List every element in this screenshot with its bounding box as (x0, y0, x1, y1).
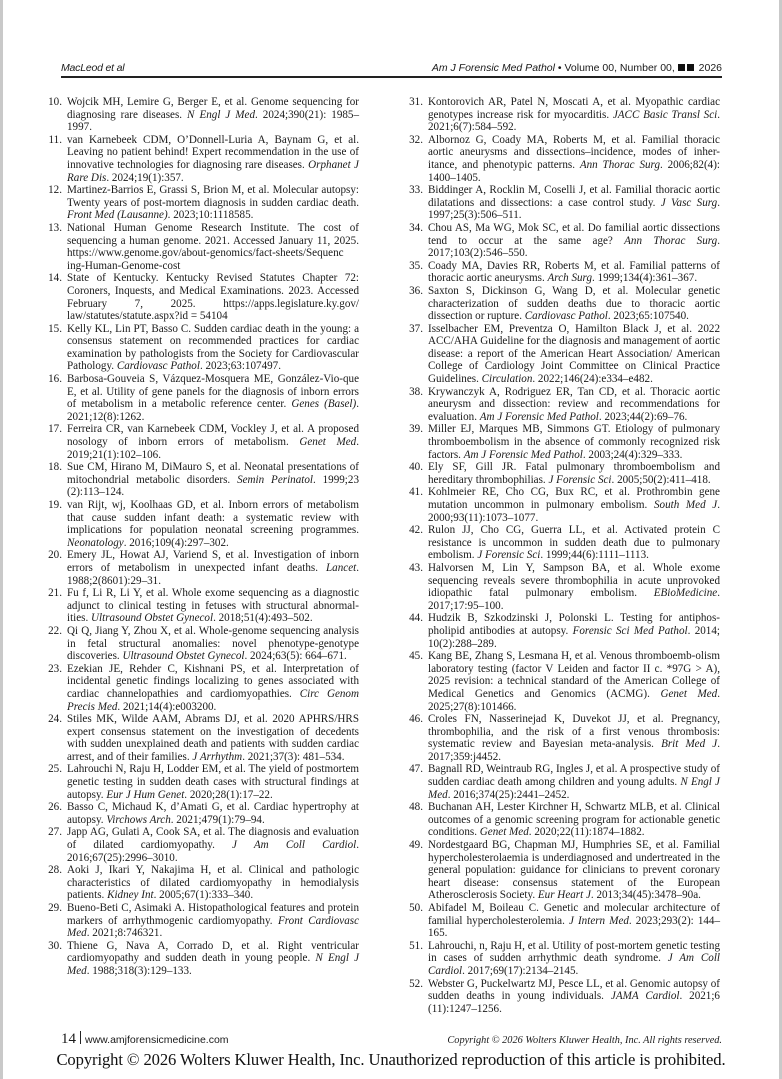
reference-number: 24. (48, 713, 62, 726)
reference-text (67, 499, 359, 549)
references-column-left (41, 96, 359, 978)
citation-text: . 2021;479(1):79–94. (170, 813, 265, 826)
journal-title: N Engl J Med (187, 108, 256, 121)
journal-title: N Engl J Med (67, 952, 359, 977)
reference-number: 44. (409, 612, 423, 625)
journal-title: JACC Basic Transl Sci (612, 108, 718, 121)
citation-text: . 2021;12(8):1262. (67, 398, 359, 423)
citation-text: . 2021;14(4):e003200. (117, 700, 217, 713)
reference-text (67, 663, 359, 713)
reference-number: 43. (409, 561, 423, 574)
reference-text (428, 650, 720, 713)
reference-item (41, 461, 359, 499)
citation-text: Rulon JJ, Cho CG, Guerra LL, et al. Activated protein C resistance is uncommon in sudden death due to pulmonary embolism. (428, 524, 720, 562)
citation-text: Miller EJ, Marques MB, Simmons GT. Etiology of pulmonary thromboembolism in the absence of commonly recognized risk factors. (428, 423, 720, 461)
reference-number: 45. (409, 650, 423, 663)
reference-item (402, 839, 720, 902)
journal-title: Ultrasound Obstet Gynecol (91, 612, 214, 625)
journal-title: J Intern Med (568, 914, 629, 927)
reference-item (402, 763, 720, 801)
reference-number: 52. (409, 977, 423, 990)
reference-text (428, 839, 720, 902)
citation-text: . 2013;34(45):3478–90a. (590, 889, 701, 902)
citation-text: van Rijt, wj, Koolhaas GD, et al. Inborn errors of metabolism that cause sudden infant death: a systematic review with implications for population neonatal screening programmes. (67, 499, 359, 537)
citation-text: . 2021;6 (11):1247–1256. (428, 990, 720, 1015)
journal-title: Front Med (Lausanne) (67, 209, 168, 222)
citation-text: . 2003;24(4):329–333. (582, 448, 683, 461)
reference-number: 11. (48, 133, 62, 146)
citation-text: Kohlmeier RE, Cho CG, Bux RC, et al. Prothrombin gene mutation uncommon in pulmonary embolism. (428, 486, 720, 511)
reference-text (428, 486, 720, 524)
citation-text: Qi Q, Jiang Y, Zhou X, et al. Whole-genome sequencing analysis in fetal structural anomalies: novel phenotype-genotype discoveries. (67, 624, 359, 663)
citation-text: . 2016;67(25):2996–3010. (67, 839, 359, 864)
reference-item (41, 587, 359, 625)
journal-title: Semin Perinatol (237, 473, 313, 486)
journal-title: Ann Thorac Surg (624, 234, 718, 247)
reference-number: 13. (48, 221, 62, 234)
citation-text: . 2021;37(3): 481–534. (242, 750, 345, 763)
reference-item (41, 801, 359, 826)
citation-text: Hudzik B, Szkodzinski J, Polonski L. Testing for antiphos-pholipid antibodies at autopsy. (428, 612, 720, 637)
citation-text: van Karnebeek CDM, O’Donnell-Luria A, Baynam G, et al. Leaving no patient behind! Expert recommendation in the use of innovative technologies for diagnosing rare diseases. (67, 133, 359, 171)
reference-item (41, 373, 359, 423)
journal-title: J Am Coll Cardiol (428, 952, 720, 977)
reference-item (402, 524, 720, 562)
citation-text: . 2023;63:107497. (199, 360, 281, 373)
reference-text (67, 134, 359, 184)
reference-text (428, 222, 720, 260)
reference-item (402, 650, 720, 713)
reference-text (67, 272, 359, 322)
reference-number: 18. (48, 461, 62, 474)
citation-text: Ely SF, Gill JR. Fatal pulmonary thromboembolism and hereditary thrombophilias. (428, 461, 720, 486)
reference-number: 32. (409, 133, 423, 146)
reference-item (402, 940, 720, 978)
reference-item (402, 978, 720, 1016)
citation-text: . 2025;27(8):101466. (428, 687, 720, 713)
reference-number: 42. (409, 524, 423, 537)
reference-item (402, 713, 720, 763)
citation-text: Lahrouchi, n, Raju H, et al. Utility of post-mortem genetic testing in cases of sudden arrhythmic death syndrome. (428, 939, 720, 965)
citation-text: Albornoz G, Coady MA, Roberts M, et al. Familial thoracic aortic aneurysms and dissections–incidence, modes of inher-itance, and phenotypic patterns. (428, 133, 720, 171)
journal-title: Am J Forensic Med Pathol (479, 410, 599, 423)
citation-text: Fu f, Li R, Li Y, et al. Whole exome sequencing as a diagnostic adjunct to clinical testing in fetuses with structural abnormal-ities. (67, 587, 359, 625)
reference-text (428, 612, 720, 650)
reference-text (428, 801, 720, 839)
citation-text: . 2024;390(21): 1985–1997. (67, 108, 360, 134)
journal-title: Genet Med (660, 687, 718, 700)
citation-text: Abifadel M, Boileau C. Genetic and molecular architecture of familial hypercholesterolemia. (428, 902, 720, 927)
reference-text (428, 763, 720, 801)
citation-text: . 1999;134(4):361–367. (592, 272, 698, 285)
reference-text (428, 285, 720, 323)
reference-item (41, 625, 359, 663)
citation-text: . 2017;69(17):2134–2145. (462, 964, 579, 977)
journal-title: Am J Forensic Med Pathol (463, 448, 583, 461)
citation-text: Kontorovich AR, Patel N, Moscati A, et al. Myopathic cardiac genotypes increase risk for myocarditis. (428, 96, 720, 121)
citation-text: . 2024;19(1):357. (106, 171, 184, 184)
running-head (61, 57, 722, 78)
citation-text: National Human Genome Research Institute. The cost of sequencing a human genome. 2021. Accessed January 11, 2025. https://www.genome.gov/about-genomics/fact-sheets/Sequenc ing-Human-Genome-cost (67, 221, 359, 272)
reference-text (67, 323, 359, 373)
journal-title: Genet Med (299, 436, 357, 449)
journal-title: N Engl J Med (428, 776, 720, 801)
journal-title: Arch Surg (547, 272, 593, 285)
journal-name: Am J Forensic Med Pathol (431, 62, 555, 74)
citation-text: Thiene G, Nava A, Corrado D, et al. Right ventricular cardiomyopathy and sudden death in young people. (67, 939, 359, 965)
reference-item (41, 499, 359, 549)
citation-text: Biddinger A, Rocklin M, Coselli J, et al. Familial thoracic aortic dilatations and dissections: a case control study. (428, 184, 720, 209)
journal-title: Lancet (326, 561, 357, 574)
citation-text: Chou AS, Ma WG, Mok SC, et al. Do familial aortic dissections tend to occur at the same age? (428, 221, 720, 247)
reference-number: 25. (48, 763, 62, 776)
citation-text: . 2023;65:107540. (607, 310, 689, 323)
journal-title: JAMA Cardiol (610, 990, 680, 1003)
reference-text (67, 625, 359, 663)
citation-text: Kang BE, Zhang S, Lesmana H, et al. Venous thromboemb-olism laboratory testing (factor V Leiden and factor II c. *97G > A), 2025 revision: a technical standard of the American College of Medical Genetics and Genomics (ACMG). (428, 650, 720, 700)
reference-text (67, 902, 359, 940)
reference-number: 16. (48, 373, 62, 386)
reference-item (41, 902, 359, 940)
reference-number: 33. (409, 184, 423, 197)
reference-item (402, 323, 720, 386)
reference-number: 47. (409, 763, 423, 776)
reference-text (428, 562, 720, 612)
journal-title: Kidney Int (107, 889, 154, 902)
reference-number: 35. (409, 259, 423, 272)
reference-number: 50. (409, 902, 423, 914)
citation-text: . 2005;67(1):333–340. (153, 889, 254, 902)
journal-title: Front Cardiovasc Med (67, 914, 359, 940)
reference-number: 12. (48, 184, 62, 197)
reference-text (67, 864, 359, 902)
citation-text: . 1997;25(3):506–511. (428, 196, 720, 222)
citation-text: Halvorsen M, Lin Y, Sampson BA, et al. Whole exome sequencing reveals severe thrombophilia in acute unprovoked idiopathic fatal pulmonary embolism. (428, 561, 720, 600)
journal-volume: • Volume 00, Number 00, (554, 62, 678, 74)
reference-text (428, 260, 720, 285)
reference-number: 37. (409, 322, 423, 335)
citation-text: . 2023;293(2): 144–165. (428, 914, 721, 940)
journal-title: Virchows Arch (106, 813, 171, 826)
reference-item (41, 713, 359, 763)
reference-number: 14. (48, 272, 62, 285)
citation-text: . 2023;10:1118585. (167, 209, 254, 222)
citation-text: Kelly KL, Lin PT, Basso C. Sudden cardiac death in the young: a consensus statement on recommended practices for cardiac examination by pathologists from the Society for Cardiovascular Pathology. (67, 322, 359, 373)
reference-item (402, 486, 720, 524)
reference-number: 22. (48, 624, 62, 637)
journal-title: South Med J (653, 499, 718, 511)
reference-number: 31. (409, 96, 423, 108)
reference-number: 28. (48, 864, 62, 877)
journal-website-link[interactable]: www.amjforensicmedicine.com (85, 1034, 229, 1046)
reference-item (402, 902, 720, 940)
reference-item (41, 663, 359, 713)
reference-number: 51. (409, 939, 423, 952)
citation-text: Martinez-Barrios E, Grassi S, Brion M, et al. Molecular autopsy: Twenty years of post-mortem diagnosis in sudden cardiac death. (67, 184, 359, 209)
reference-item (41, 323, 359, 373)
reference-text (67, 587, 359, 625)
reference-text (67, 801, 359, 826)
reference-item (402, 184, 720, 222)
citation-text: Aoki J, Ikari Y, Nakajima H, et al. Clinical and pathologic characteristics of dilated cardiomyopathy in hemodialysis patients. (67, 864, 359, 902)
reference-number: 23. (48, 662, 62, 675)
page-number: 14 (61, 1031, 76, 1047)
journal-title: Ultrasound Obstet Gynecol (122, 650, 245, 663)
reference-text (67, 184, 359, 222)
journal-title: J Vasc Surg (660, 196, 718, 209)
reference-item (402, 285, 720, 323)
citation-text: . 2016;109(4):297–302. (123, 536, 229, 549)
citation-text: Stiles MK, Wilde AAM, Abrams DJ, et al. 2020 APHRS/HRS expert consensus statement on the investigation of decedents with sudden unexplained death and patients with sudden cardiac arrest, and of their families. (67, 713, 359, 763)
journal-title: Eur J Hum Genet (106, 788, 185, 801)
citation-text: State of Kentucky. Kentucky Revised Statutes Chapter 72: Coroners, Inquests, and Medical Examinations. 2023. Accessed February 7, 2025. https://apps.legislature.ky.gov/ law/statutes/statute.aspx?id = 54104 (67, 272, 359, 323)
citation-text: Wojcik MH, Lemire G, Berger E, et al. Genome sequencing for diagnosing rare diseases. (67, 96, 359, 121)
citation-text: Croles FN, Nasserinejad K, Duvekot JJ, et al. Pregnancy, thrombophilia, and the risk of a first venous thrombosis: systematic review and Bayesian meta-analysis. (428, 713, 720, 751)
journal-title: Forensic Sci Med Pathol (572, 624, 688, 637)
reference-item (41, 96, 359, 134)
reference-number: 49. (409, 839, 423, 852)
journal-year: 2026 (695, 62, 722, 74)
reference-item (41, 549, 359, 587)
journal-title: EBioMedicine (653, 587, 718, 600)
journal-title: J Am Coll Cardiol (232, 839, 357, 852)
reference-item (402, 96, 720, 134)
reference-number: 39. (409, 423, 423, 436)
reference-item (402, 386, 720, 424)
issue-placeholder-square-icon (687, 64, 694, 71)
reference-text (428, 323, 720, 386)
reference-text (67, 461, 359, 499)
reference-item (402, 461, 720, 486)
citation-text: Nordestgaard BG, Chapman MJ, Humphries SE, et al. Familial hypercholesterolaemia is underdiagnosed and undertreated in the general population: guidance for clinicians to prevent coronary heart disease: consensus statement of the European Atherosclerosis Society. (428, 839, 720, 902)
reference-item (41, 864, 359, 902)
citation-text: . 2023;44(2):69–76. (598, 410, 688, 423)
journal-title: J Arrhythm (192, 750, 243, 763)
citation-text: Bagnall RD, Weintraub RG, Ingles J, et al. A prospective study of sudden cardiac death among children and young adults. (428, 763, 720, 789)
citation-text: Isselbacher EM, Preventza O, Hamilton Black J, et al. 2022 ACC/AHA Guideline for the diagnosis and management of aortic disease: a report of the American Heart Association/ American College of Cardiology Joint Committee on Clinical Practice Guidelines. (428, 322, 720, 386)
citation-text: . 2017;17:95–100. (428, 587, 720, 612)
citation-text: . 1999;23 (2):113–124. (67, 473, 359, 499)
reference-number: 30. (48, 939, 62, 952)
journal-title: Eur Heart J (537, 889, 591, 902)
citation-text: Lahrouchi N, Raju H, Lodder EM, et al. The yield of postmortem genetic testing in sudden death cases with structural findings at autopsy. (67, 763, 359, 801)
running-head-journal (432, 62, 722, 74)
reference-item (41, 184, 359, 222)
reference-item (41, 763, 359, 801)
citation-text: . 2017;359:j4452. (428, 738, 720, 763)
reference-text (428, 96, 720, 134)
reference-text (67, 826, 359, 864)
reference-text (428, 461, 720, 486)
journal-title: Genet Med (479, 826, 529, 839)
reference-number: 27. (48, 826, 62, 839)
reference-item (402, 222, 720, 260)
journal-title: Orphanet J Rare Dis (67, 158, 359, 184)
page-footer (61, 1031, 722, 1047)
citation-text: . 1999;44(6):1111–1113. (540, 549, 649, 562)
reference-item (402, 562, 720, 612)
reference-item (41, 272, 359, 322)
citation-text: Krywanczyk A, Rodriguez ER, Tan CD, et al. Thoracic aortic aneurysm and dissection: review and recommendations for evaluation. (428, 385, 720, 423)
citation-text: Basso C, Michaud K, d’Amati G, et al. Cardiac hypertrophy at autopsy. (67, 801, 359, 826)
reference-text (67, 222, 359, 272)
copyright-notice: Copyright © 2026 Wolters Kluwer Health, Inc. Unauthorized reproduction of this article is prohibited. (56, 1050, 726, 1069)
reference-number: 10. (48, 96, 62, 108)
footer-rights-notice: Copyright © 2026 Wolters Kluwer Health, Inc. All rights reserved. (447, 1035, 722, 1046)
citation-text: . 2006;82(4): 1400–1405. (428, 158, 720, 184)
citation-text: . 2021;8:746321. (86, 927, 163, 940)
reference-number: 20. (48, 549, 62, 562)
reference-item (402, 260, 720, 285)
reference-text (428, 386, 720, 424)
reference-item (41, 134, 359, 184)
citation-text: Webster G, Puckelwartz MJ, Pesce LL, et al. Genomic autopsy of sudden deaths in young individuals. (428, 977, 720, 1003)
journal-title: Brit Med J (661, 738, 718, 751)
running-head-author: MacLeod et al (61, 62, 125, 74)
page-edge-left (0, 0, 3, 1079)
journal-title: Genes (Basel) (291, 398, 357, 411)
reference-item (402, 801, 720, 839)
reference-number: 36. (409, 284, 423, 297)
journal-title: J Forensic Sci (548, 473, 612, 486)
reference-text (428, 713, 720, 763)
citation-text: Japp AG, Gulati A, Cook SA, et al. The diagnosis and evaluation of dilated cardiomyopathy. (67, 826, 359, 852)
journal-title: Neonatology (67, 536, 124, 549)
reference-item (41, 222, 359, 272)
citation-text: . 2020;28(1):17–22. (184, 788, 273, 801)
citation-text: Coady MA, Davies RR, Roberts M, et al. Familial patterns of thoracic aortic aneurysms. (428, 259, 720, 285)
reference-text (67, 713, 359, 763)
reference-number: 26. (48, 801, 62, 814)
reference-number: 21. (48, 587, 62, 600)
reference-text (428, 902, 720, 940)
reference-text (67, 940, 359, 978)
citation-text: . 2018;51(4):493–502. (213, 612, 313, 625)
reference-text (67, 96, 359, 134)
references-column-right (402, 96, 720, 1015)
footer-left (61, 1031, 229, 1048)
journal-title: Circ Genom Precis Med (67, 687, 359, 713)
reference-number: 38. (409, 385, 423, 398)
citation-text: . 2020;22(11):1874–1882. (528, 826, 645, 839)
reference-item (41, 423, 359, 461)
reference-text (428, 524, 720, 562)
citation-text: . 1988;2(8601):29–31. (67, 561, 359, 587)
citation-text: . 2022;146(24):e334–e482. (532, 373, 653, 386)
reference-text (67, 373, 359, 423)
reference-item (402, 423, 720, 461)
reference-text (428, 134, 720, 184)
citation-text: . 1988;318(3):129–133. (86, 964, 192, 977)
citation-text: . 2021;6(7):584–592. (428, 108, 720, 134)
citation-text: Barbosa-Gouveia S, Vázquez-Mosquera ME, González-Vio-que E, et al. Utility of gene panels for the diagnosis of inborn errors of metabolism in a metabolic reference center. (67, 373, 359, 411)
reference-text (428, 184, 720, 222)
journal-title: J Forensic Sci (477, 549, 541, 562)
citation-text: . 2005;50(2):411–418. (611, 473, 711, 486)
citation-text: . 2000;93(11):1073–1077. (428, 499, 721, 524)
citation-text: Sue CM, Hirano M, DiMauro S, et al. Neonatal presentations of mitochondrial metabolic disorders. (67, 461, 359, 486)
reference-text (428, 423, 720, 461)
reference-number: 17. (48, 423, 62, 436)
citation-text: Emery JL, Howat AJ, Variend S, et al. Investigation of inborn errors of metabolism in unexpected infant deaths. (67, 549, 359, 574)
citation-text: Ferreira CR, van Karnebeek CDM, Vockley J, et al. A proposed nosology of inborn errors of metabolism. (67, 423, 359, 449)
issue-placeholder-square-icon (678, 64, 685, 71)
reference-item (402, 134, 720, 184)
reference-number: 29. (48, 902, 62, 914)
citation-text: Bueno-Beti C, Asimaki A. Histopathological features and protein markers of arrhythmogenic cardiomyopathy. (67, 902, 359, 927)
reference-number: 40. (409, 461, 423, 474)
citation-text: . 2024;63(5): 664–671. (244, 650, 347, 663)
reference-number: 19. (48, 499, 62, 511)
journal-title: Cardiovasc Pathol (116, 360, 200, 373)
reference-text (428, 978, 720, 1016)
reference-text (67, 423, 359, 461)
reference-text (428, 940, 720, 978)
reference-number: 34. (409, 221, 423, 234)
footer-divider (80, 1031, 81, 1044)
citation-text: . 2016;374(25):2441–2452. (447, 788, 570, 801)
reference-text (67, 763, 359, 801)
citation-text: Buchanan AH, Lester Kirchner H, Schwartz MLB, et al. Clinical outcomes of a genomic screening program for actionable genetic conditions. (428, 801, 720, 839)
citation-text: . 2017;103(2):546–550. (428, 234, 721, 260)
reference-item (41, 940, 359, 978)
citation-text: Saxton S, Dickinson G, Wang D, et al. Molecular genetic characterization of sudden deaths due to thoracic aortic dissection or rupture. (428, 284, 720, 323)
reference-text (67, 549, 359, 587)
journal-title: Circulation (481, 373, 533, 386)
reference-item (402, 612, 720, 650)
reference-number: 15. (48, 322, 62, 335)
journal-title: Ann Thorac Surg (579, 158, 660, 171)
reference-item (41, 826, 359, 864)
citation-text: Ezekian JE, Rehder C, Kishnani PS, et al. Interpretation of incidental genetic findings localizing to genes associated with cardiac channelopathies and cardiomyopathies. (67, 662, 359, 700)
reference-number: 48. (409, 801, 423, 814)
citation-text: . 2019;21(1):102–106. (67, 436, 359, 461)
citation-text: . 2014; 10(2):288–289. (428, 624, 720, 650)
reference-number: 41. (409, 486, 423, 499)
journal-title: Cardiovasc Pathol (524, 310, 608, 323)
reference-number: 46. (409, 713, 423, 726)
